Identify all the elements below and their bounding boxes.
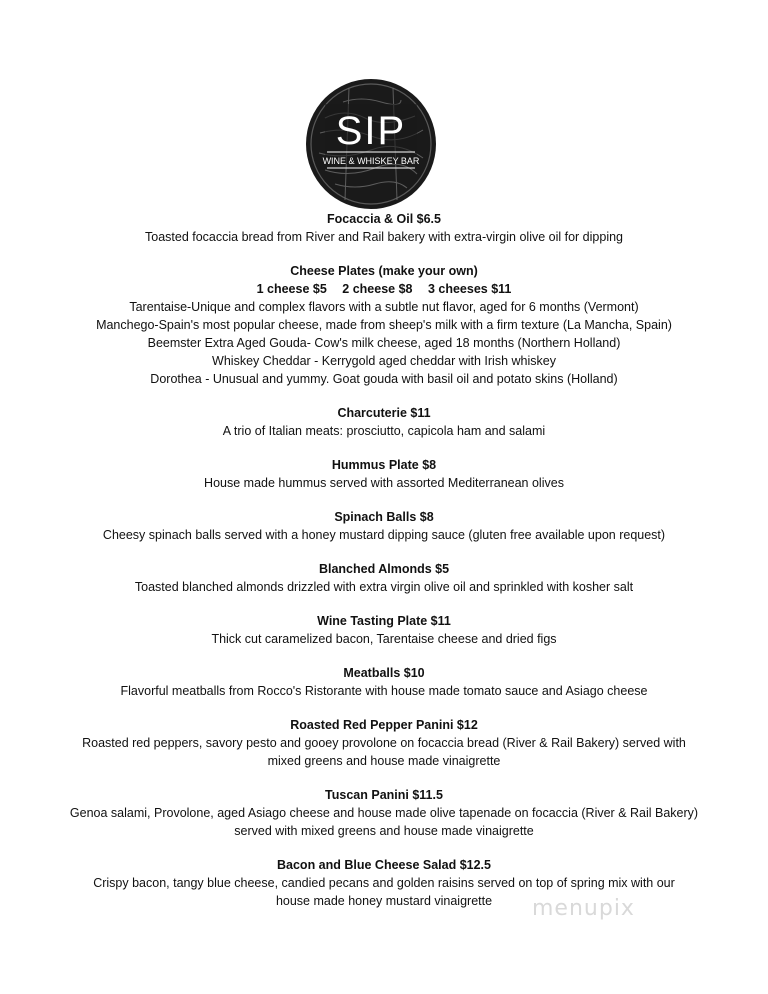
item-description: House made hummus served with assorted Mediterranean olives bbox=[204, 476, 564, 490]
item-description: Roasted red peppers, savory pesto and gooey provolone on focaccia bread (River & Rail Bakery) served with bbox=[82, 736, 686, 750]
cheese-line: Beemster Extra Aged Gouda- Cow's milk cheese, aged 18 months (Northern Holland) bbox=[147, 336, 621, 350]
cheese-line: Dorothea - Unusual and yummy. Goat gouda with basil oil and potato skins (Holland) bbox=[150, 372, 618, 386]
item-title: Focaccia & Oil $6.5 bbox=[327, 212, 441, 226]
item-description: Toasted focaccia bread from River and Rail bakery with extra-virgin olive oil for dipping bbox=[145, 230, 623, 244]
item-title: Cheese Plates (make your own) bbox=[290, 264, 478, 278]
menu-item-tuscan-panini bbox=[0, 786, 768, 840]
menu-item-blanched-almonds bbox=[0, 560, 768, 596]
menu-item-roasted-red-pepper-panini bbox=[0, 716, 768, 770]
item-title: Hummus Plate $8 bbox=[331, 458, 437, 472]
menu-item-hummus bbox=[0, 456, 768, 492]
item-title: Blanched Almonds $5 bbox=[318, 562, 450, 576]
price-option-3: 3 cheeses $11 bbox=[427, 282, 512, 296]
item-title: Bacon and Blue Cheese Salad $12.5 bbox=[277, 858, 491, 872]
menu-item-spinach-balls bbox=[0, 508, 768, 544]
price-option-1: 1 cheese $5 bbox=[256, 282, 327, 296]
logo-tagline: WINE & WHISKEY BAR bbox=[322, 156, 420, 166]
item-title: Spinach Balls $8 bbox=[334, 510, 434, 524]
item-title: Meatballs $10 bbox=[343, 666, 425, 680]
menu-item-wine-tasting-plate bbox=[0, 612, 768, 648]
item-description: mixed greens and house made vinaigrette bbox=[267, 754, 501, 768]
menu-item-bacon-blue-cheese-salad bbox=[0, 856, 768, 910]
item-description: Genoa salami, Provolone, aged Asiago cheese and house made olive tapenade on focaccia (River & Rail Bakery) bbox=[69, 806, 699, 820]
menupix-watermark: menupix bbox=[532, 896, 635, 921]
item-description: Toasted blanched almonds drizzled with extra virgin olive oil and sprinkled with kosher salt bbox=[134, 580, 634, 594]
price-option-2: 2 cheese $8 bbox=[342, 282, 413, 296]
item-title: Charcuterie $11 bbox=[337, 406, 431, 420]
cheese-price-options bbox=[0, 280, 768, 298]
menu-item-charcuterie bbox=[0, 404, 768, 440]
item-description: Crispy bacon, tangy blue cheese, candied pecans and golden raisins served on top of spring mix with our bbox=[93, 876, 675, 890]
item-title: Roasted Red Pepper Panini $12 bbox=[290, 718, 478, 732]
item-description: Cheesy spinach balls served with a honey mustard dipping sauce (gluten free available upon request) bbox=[102, 528, 666, 542]
item-description: served with mixed greens and house made vinaigrette bbox=[234, 824, 534, 838]
item-description: A trio of Italian meats: prosciutto, capicola ham and salami bbox=[222, 424, 546, 438]
item-description: Thick cut caramelized bacon, Tarentaise cheese and dried figs bbox=[211, 632, 557, 646]
menu-item-cheese-plates bbox=[0, 262, 768, 388]
item-description: Flavorful meatballs from Rocco's Ristorante with house made tomato sauce and Asiago cheese bbox=[120, 684, 648, 698]
item-description: house made honey mustard vinaigrette bbox=[275, 894, 493, 908]
sip-logo-emblem bbox=[305, 78, 437, 210]
cheese-line: Whiskey Cheddar - Kerrygold aged cheddar with Irish whiskey bbox=[212, 354, 556, 368]
logo-name: SIP bbox=[335, 109, 407, 153]
menu-item-meatballs bbox=[0, 664, 768, 700]
menu-item-focaccia bbox=[0, 210, 768, 246]
menu-list bbox=[0, 210, 768, 926]
cheese-line: Manchego-Spain's most popular cheese, made from sheep's milk with a firm texture (La Mancha, Spain) bbox=[96, 318, 672, 332]
sip-logo bbox=[305, 78, 437, 210]
item-title: Wine Tasting Plate $11 bbox=[317, 614, 451, 628]
cheese-line: Tarentaise-Unique and complex flavors with a subtle nut flavor, aged for 6 months (Vermont) bbox=[129, 300, 639, 314]
item-title: Tuscan Panini $11.5 bbox=[325, 788, 443, 802]
